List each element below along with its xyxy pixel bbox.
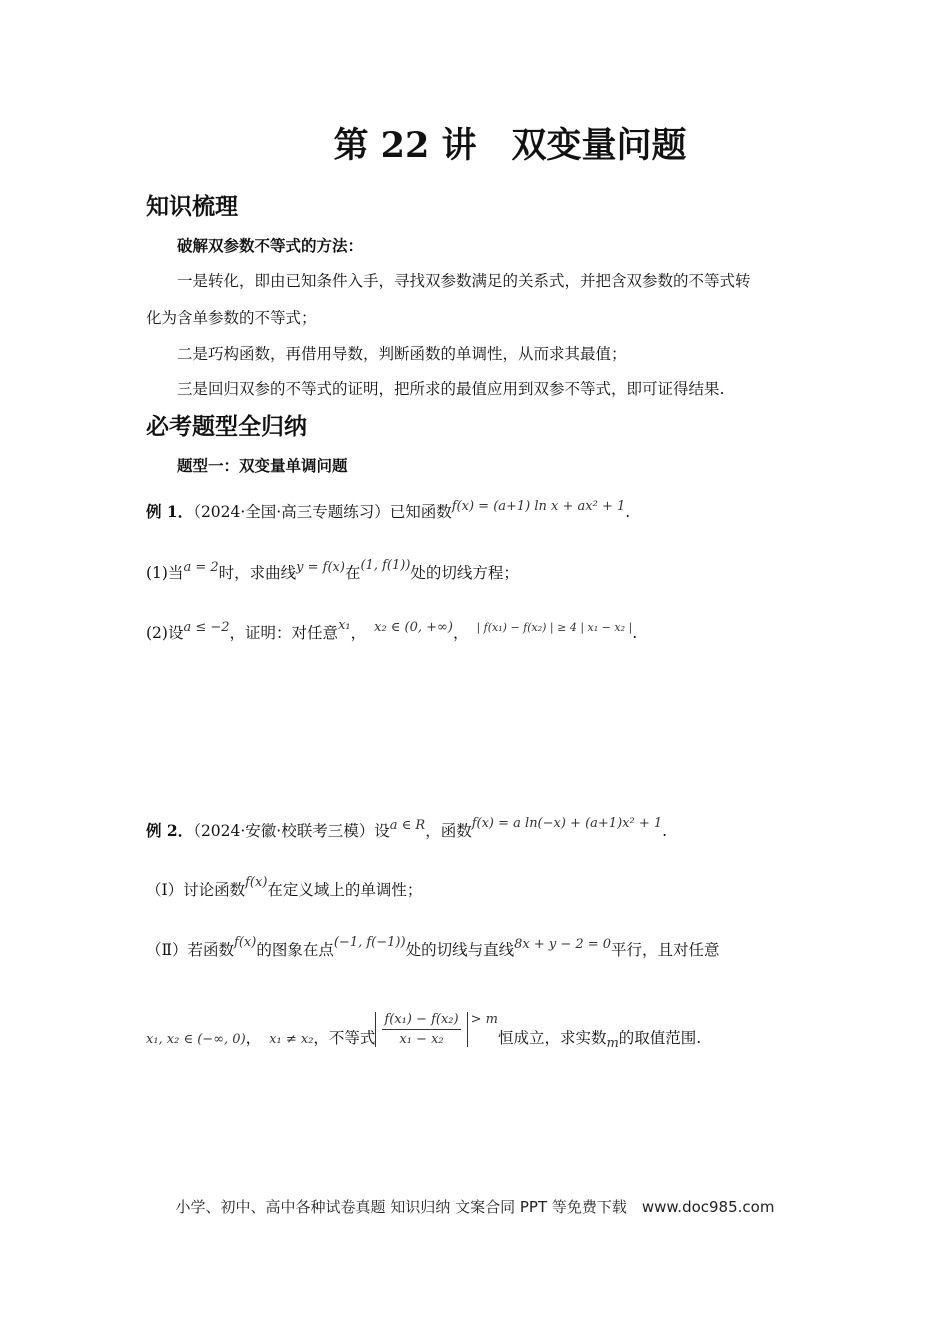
e2-q2b-end: 的取值范围. — [618, 1029, 702, 1047]
q1-mid: 时，求曲线 — [218, 564, 297, 582]
example-2-question-1 — [146, 875, 423, 900]
page-footer: 小学、初中、高中各种试卷真题 知识归纳 文案合同 PPT 等免费下载 www.doc985.com — [175, 1198, 775, 1216]
page-title: 第 22 讲 双变量问题 — [333, 125, 687, 166]
example-1-intro — [146, 500, 630, 522]
e2-q2b-variables: x₁, x₂ ∈ (−∞, 0) — [146, 1032, 246, 1047]
q2-mid: ，证明：对任意 — [229, 624, 339, 642]
e2-q2-prefix: （Ⅱ）若函数 — [146, 941, 235, 959]
e2-q2b-comma: ， — [245, 1029, 262, 1047]
q1-prefix: (1)当 — [146, 564, 184, 582]
q2-comma-1: ， — [350, 624, 367, 642]
e2-q2b-m: m — [606, 1036, 619, 1051]
e2-q2b-gt-m: > m — [470, 1012, 498, 1027]
e2-q2b-numerator: f(x₁) − f(x₂) — [384, 1012, 459, 1027]
q2-x1: x₁ — [338, 618, 351, 633]
method-title: 破解双参数不等式的方法： — [177, 236, 364, 255]
e2-q2b-mid: ，不等式 — [313, 1029, 376, 1047]
example-1-source: （2024·全国·高三专题练习）已知函数 — [193, 503, 452, 521]
e2-q2b-fraction — [382, 1012, 460, 1047]
q1-condition: a = 2 — [183, 560, 219, 575]
q2-condition: a ≤ −2 — [183, 620, 230, 635]
q1-point: (1, f(1)) — [360, 558, 411, 573]
type-1-heading: 题型一：双变量单调问题 — [177, 456, 348, 475]
e2-q2-line: 8x + y − 2 = 0 — [514, 937, 612, 952]
example-1-period: . — [625, 503, 631, 521]
q1-curve: y = f(x) — [296, 560, 345, 575]
q2-inequality: | f(x₁) − f(x₂) | ≥ 4 | x₁ − x₂ | — [476, 621, 633, 634]
example-2-question-2 — [146, 935, 720, 960]
example-2-intro — [146, 816, 668, 841]
example-1-function: f(x) = (a+1) ln x + ax² + 1 — [451, 499, 626, 514]
e2-q2-mid2: 处的切线与直线 — [405, 941, 515, 959]
q1-at: 在 — [344, 564, 361, 582]
example-2-function: f(x) = a ln(−x) + (a+1)x² + 1 — [471, 816, 663, 831]
example-2-period: . — [662, 822, 668, 840]
q2-end: . — [632, 624, 638, 642]
e2-q2-point: (−1, f(−1)) — [333, 935, 406, 950]
e2-q1-end: 在定义域上的单调性； — [267, 881, 423, 899]
paragraph-1b: 化为含单参数的不等式； — [146, 309, 317, 327]
example-2-question-2-cont — [146, 1012, 702, 1051]
example-1-question-2 — [146, 618, 638, 643]
e2-q2b-mid2: 恒成立，求实数 — [497, 1029, 607, 1047]
example-1-question-1 — [146, 558, 519, 583]
example-2-mid: ，函数 — [425, 822, 472, 840]
e2-q1-function: f(x) — [245, 875, 268, 890]
q1-end: 处的切线方程； — [410, 564, 519, 582]
e2-q2-function: f(x) — [234, 935, 257, 950]
q2-comma-2: ， — [452, 624, 469, 642]
e2-q1-prefix: （Ⅰ）讨论函数 — [146, 881, 246, 899]
paragraph-2: 二是巧构函数，再借用导数，判断函数的单调性，从而求其最值； — [177, 345, 627, 363]
e2-q2b-neq: x₁ ≠ x₂ — [269, 1032, 314, 1047]
e2-q2-end: 平行，且对任意 — [611, 941, 720, 959]
e2-q2-mid: 的图象在点 — [256, 941, 334, 959]
q2-x2-domain: x₂ ∈ (0, +∞) — [374, 620, 453, 635]
paragraph-1a: 一是转化，即由已知条件入手，寻找双参数满足的关系式，并把含双参数的不等式转 — [177, 272, 751, 290]
section-heading-types: 必考题型全归纳 — [146, 413, 307, 440]
e2-q2b-denominator: x₁ − x₂ — [399, 1032, 444, 1047]
example-2-label: 例 2． — [146, 821, 194, 840]
q2-prefix: (2)设 — [146, 624, 184, 642]
example-1-label: 例 1． — [146, 502, 194, 521]
e2-q2b-abs-fraction — [375, 1012, 467, 1047]
example-2-condition: a ∈ R — [389, 818, 426, 833]
section-heading-knowledge: 知识梳理 — [146, 193, 238, 220]
e2-q2b-fraction-bar — [382, 1029, 460, 1030]
example-2-source: （2024·安徽·校联考三模）设 — [193, 822, 390, 840]
paragraph-3: 三是回归双参的不等式的证明，把所求的最值应用到双参不等式，即可证得结果. — [177, 380, 725, 398]
